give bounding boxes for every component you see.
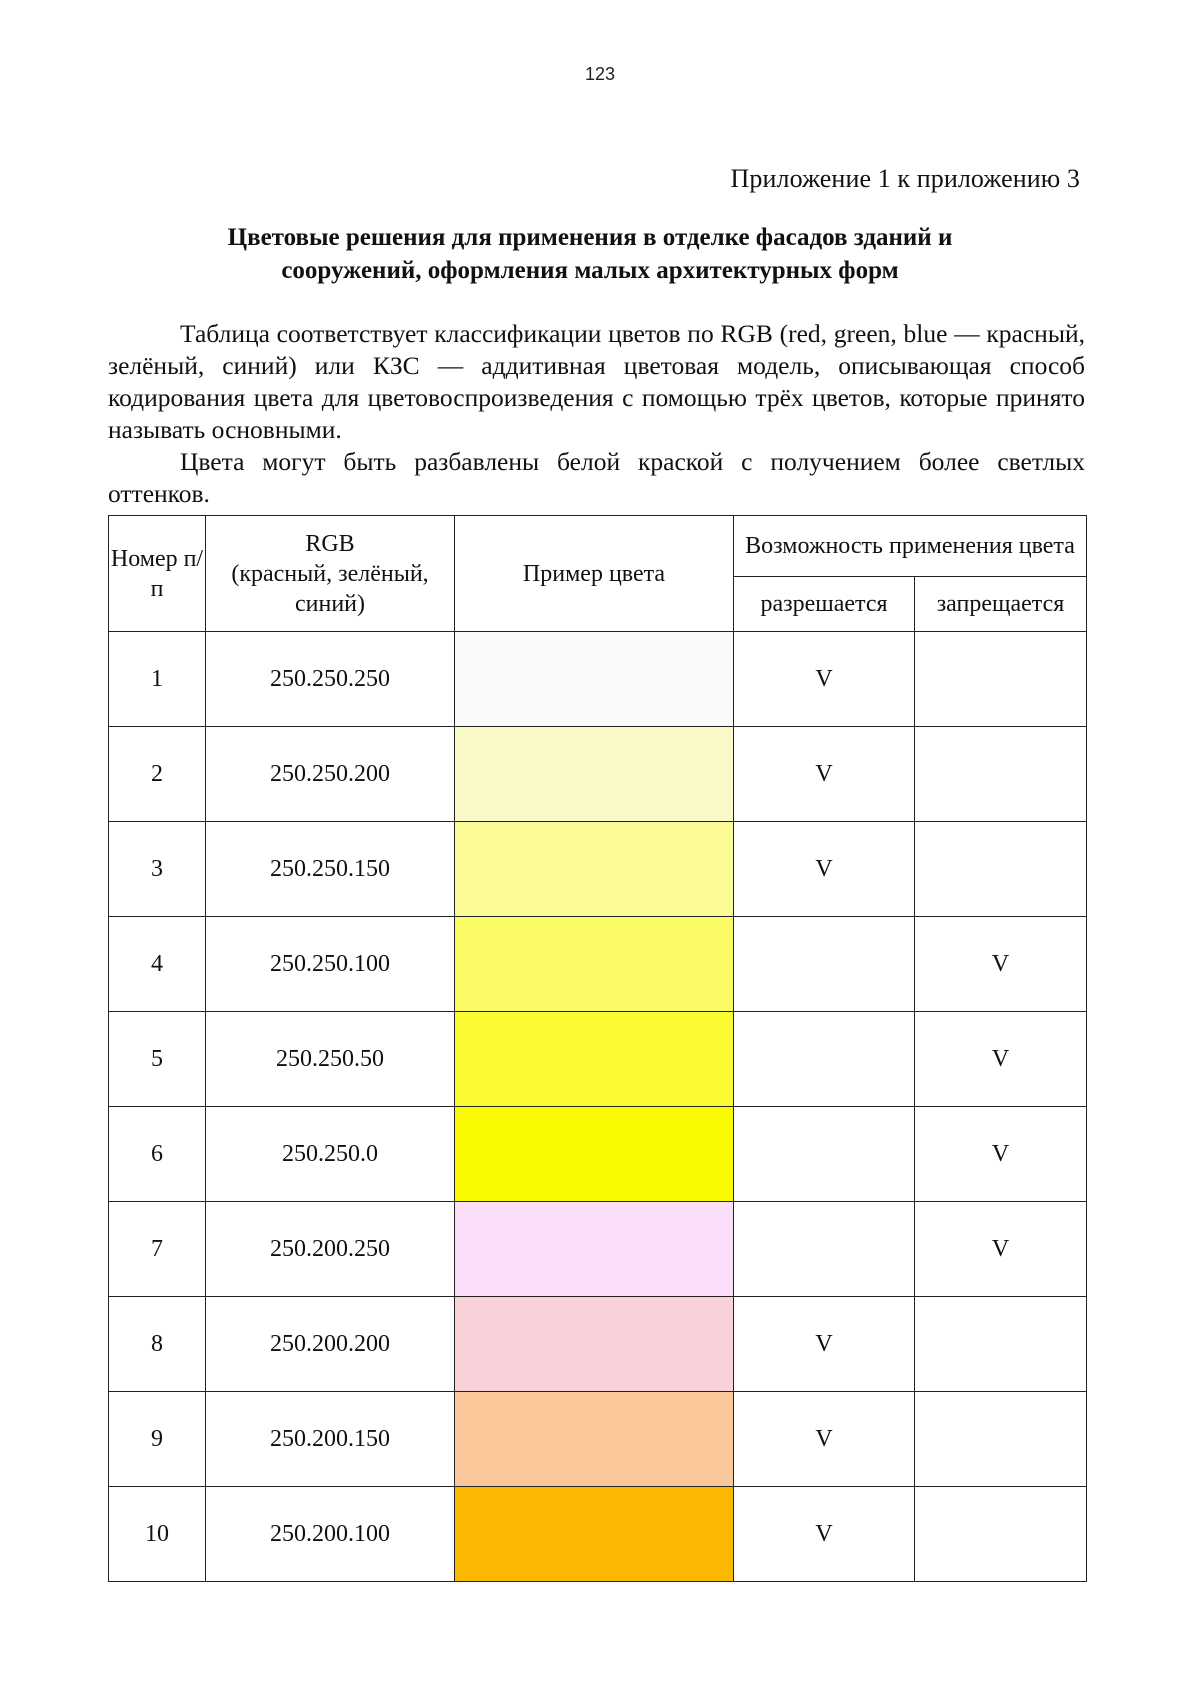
forbidden-mark: V xyxy=(915,1107,1087,1202)
row-number: 10 xyxy=(109,1487,206,1582)
forbidden-mark: V xyxy=(915,1012,1087,1107)
row-number: 7 xyxy=(109,1202,206,1297)
rgb-value: 250.200.150 xyxy=(206,1392,455,1487)
header-number: Номер п/п xyxy=(109,516,206,632)
header-rgb-line-2: (красный, зелёный, xyxy=(231,560,429,587)
rgb-value: 250.200.200 xyxy=(206,1297,455,1392)
allowed-mark: V xyxy=(734,1297,915,1392)
forbidden-mark xyxy=(915,1297,1087,1392)
allowed-mark: V xyxy=(734,1487,915,1582)
header-forbidden: запрещается xyxy=(915,577,1087,632)
row-number: 6 xyxy=(109,1107,206,1202)
table-row xyxy=(109,1012,1087,1107)
rgb-value: 250.200.100 xyxy=(206,1487,455,1582)
rgb-value: 250.250.150 xyxy=(206,822,455,917)
row-number: 3 xyxy=(109,822,206,917)
color-swatch xyxy=(455,1202,734,1297)
color-swatch xyxy=(455,917,734,1012)
title-line-2: сооружений, оформления малых архитектурных форм xyxy=(281,257,899,284)
table-body xyxy=(109,632,1087,1582)
rgb-value: 250.250.50 xyxy=(206,1012,455,1107)
header-possibility: Возможность применения цвета xyxy=(734,516,1087,577)
rgb-value: 250.250.100 xyxy=(206,917,455,1012)
color-swatch xyxy=(455,632,734,727)
allowed-mark: V xyxy=(734,822,915,917)
forbidden-mark: V xyxy=(915,1202,1087,1297)
rgb-value: 250.250.0 xyxy=(206,1107,455,1202)
table-row xyxy=(109,1487,1087,1582)
page-number: 123 xyxy=(584,64,616,84)
row-number: 2 xyxy=(109,727,206,822)
table-row xyxy=(109,822,1087,917)
forbidden-mark xyxy=(915,1392,1087,1487)
table-row xyxy=(109,917,1087,1012)
table-row xyxy=(109,632,1087,727)
color-swatch xyxy=(455,727,734,822)
intro-text xyxy=(108,318,1085,510)
table-row xyxy=(109,727,1087,822)
table-row xyxy=(109,1297,1087,1392)
allowed-mark xyxy=(734,1012,915,1107)
rgb-value: 250.250.200 xyxy=(206,727,455,822)
appendix-label: Приложение 1 к приложению 3 xyxy=(730,164,1080,193)
row-number: 9 xyxy=(109,1392,206,1487)
forbidden-mark xyxy=(915,727,1087,822)
forbidden-mark xyxy=(915,822,1087,917)
forbidden-mark: V xyxy=(915,917,1087,1012)
row-number: 4 xyxy=(109,917,206,1012)
document-title xyxy=(140,221,1040,287)
intro-paragraph-2: Цвета могут быть разбавлены белой краской с получением более светлых оттенков. xyxy=(108,447,1085,508)
color-swatch xyxy=(455,1297,734,1392)
rgb-value: 250.250.250 xyxy=(206,632,455,727)
table-row xyxy=(109,1107,1087,1202)
row-number: 1 xyxy=(109,632,206,727)
allowed-mark: V xyxy=(734,1392,915,1487)
header-allowed: разрешается xyxy=(734,577,915,632)
intro-paragraph-1: Таблица соответствует классификации цветов по RGB (red, green, blue — красный, зелёный, синий) или КЗС — аддитивная цветовая модель, описывающая способ кодирования цвета для цветовоспроизведения с помощью трёх цветов, которые принято называть основными. xyxy=(108,319,1085,444)
color-swatch xyxy=(455,822,734,917)
header-rgb xyxy=(206,516,455,632)
table-row xyxy=(109,1392,1087,1487)
color-swatch xyxy=(455,1107,734,1202)
allowed-mark xyxy=(734,917,915,1012)
allowed-mark xyxy=(734,1202,915,1297)
header-rgb-line-1: RGB xyxy=(305,530,355,557)
allowed-mark: V xyxy=(734,632,915,727)
allowed-mark: V xyxy=(734,727,915,822)
forbidden-mark xyxy=(915,632,1087,727)
title-line-1: Цветовые решения для применения в отделке фасадов зданий и xyxy=(227,224,953,251)
color-swatch xyxy=(455,1487,734,1582)
header-example: Пример цвета xyxy=(455,516,734,632)
color-swatch xyxy=(455,1392,734,1487)
row-number: 8 xyxy=(109,1297,206,1392)
rgb-value: 250.200.250 xyxy=(206,1202,455,1297)
table-row xyxy=(109,1202,1087,1297)
color-swatch xyxy=(455,1012,734,1107)
header-rgb-line-3: синий) xyxy=(294,590,366,617)
color-table xyxy=(108,515,1087,1582)
forbidden-mark xyxy=(915,1487,1087,1582)
row-number: 5 xyxy=(109,1012,206,1107)
table-header-row xyxy=(109,516,1087,577)
allowed-mark xyxy=(734,1107,915,1202)
